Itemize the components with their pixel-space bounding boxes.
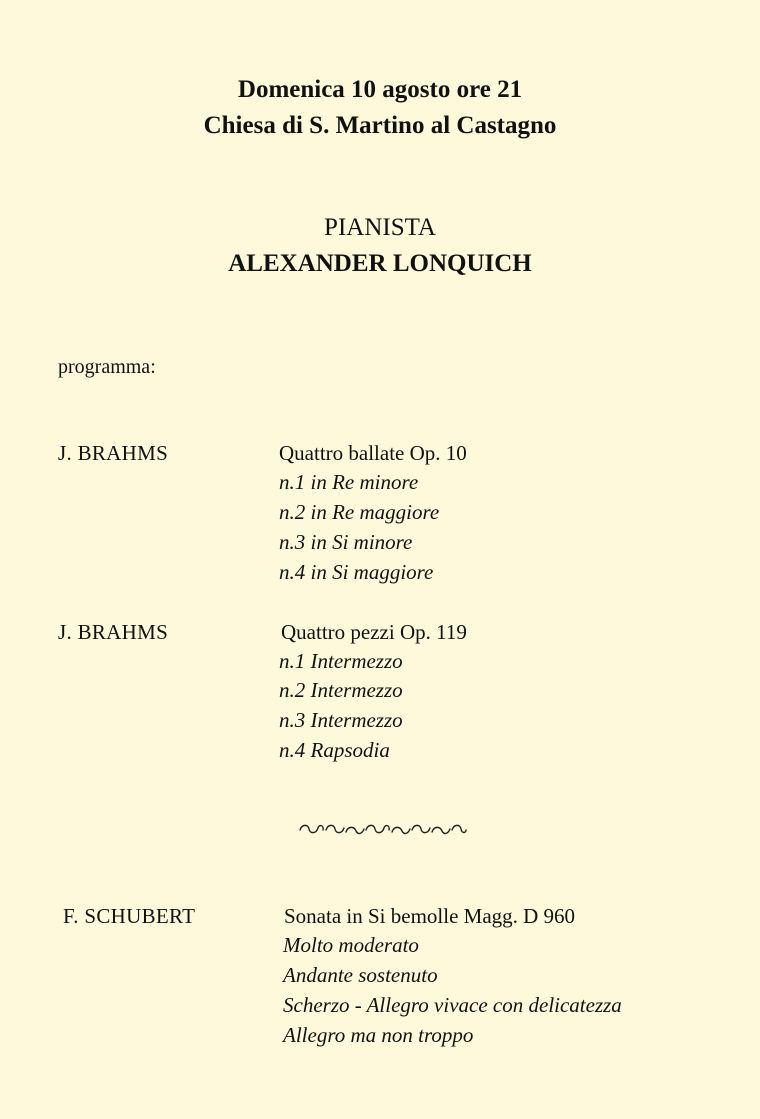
movement: n.1 in Re minore xyxy=(279,470,419,494)
movement: Scherzo - Allegro vivace con delicatezza xyxy=(283,993,622,1017)
decorative-scroll-divider-icon xyxy=(296,820,468,840)
movement: n.3 Intermezzo xyxy=(279,708,403,732)
movement: Allegro ma non troppo xyxy=(283,1023,474,1047)
movement: n.2 in Re maggiore xyxy=(279,500,440,524)
composer-name: J. BRAHMS xyxy=(58,441,169,465)
movement: Andante sostenuto xyxy=(283,963,438,987)
movement: n.2 Intermezzo xyxy=(279,678,403,702)
movement: n.1 Intermezzo xyxy=(279,649,403,673)
performer-role: PIANISTA xyxy=(324,214,436,241)
event-date: Domenica 10 agosto ore 21 xyxy=(237,76,523,103)
composer-name: J. BRAHMS xyxy=(58,620,169,644)
movement: Molto moderato xyxy=(283,933,419,957)
movement: n.4 Rapsodia xyxy=(279,738,390,762)
work-title: Quattro ballate Op. 10 xyxy=(279,441,467,465)
program-label: programma: xyxy=(58,356,156,378)
performer-name: ALEXANDER LONQUICH xyxy=(228,250,532,277)
work-title: Sonata in Si bemolle Magg. D 960 xyxy=(284,904,576,928)
movement: n.4 in Si maggiore xyxy=(279,560,434,584)
composer-name: F. SCHUBERT xyxy=(63,904,196,928)
work-title: Quattro pezzi Op. 119 xyxy=(281,620,467,644)
event-venue: Chiesa di S. Martino al Castagno xyxy=(203,112,557,139)
movement: n.3 in Si minore xyxy=(279,530,413,554)
